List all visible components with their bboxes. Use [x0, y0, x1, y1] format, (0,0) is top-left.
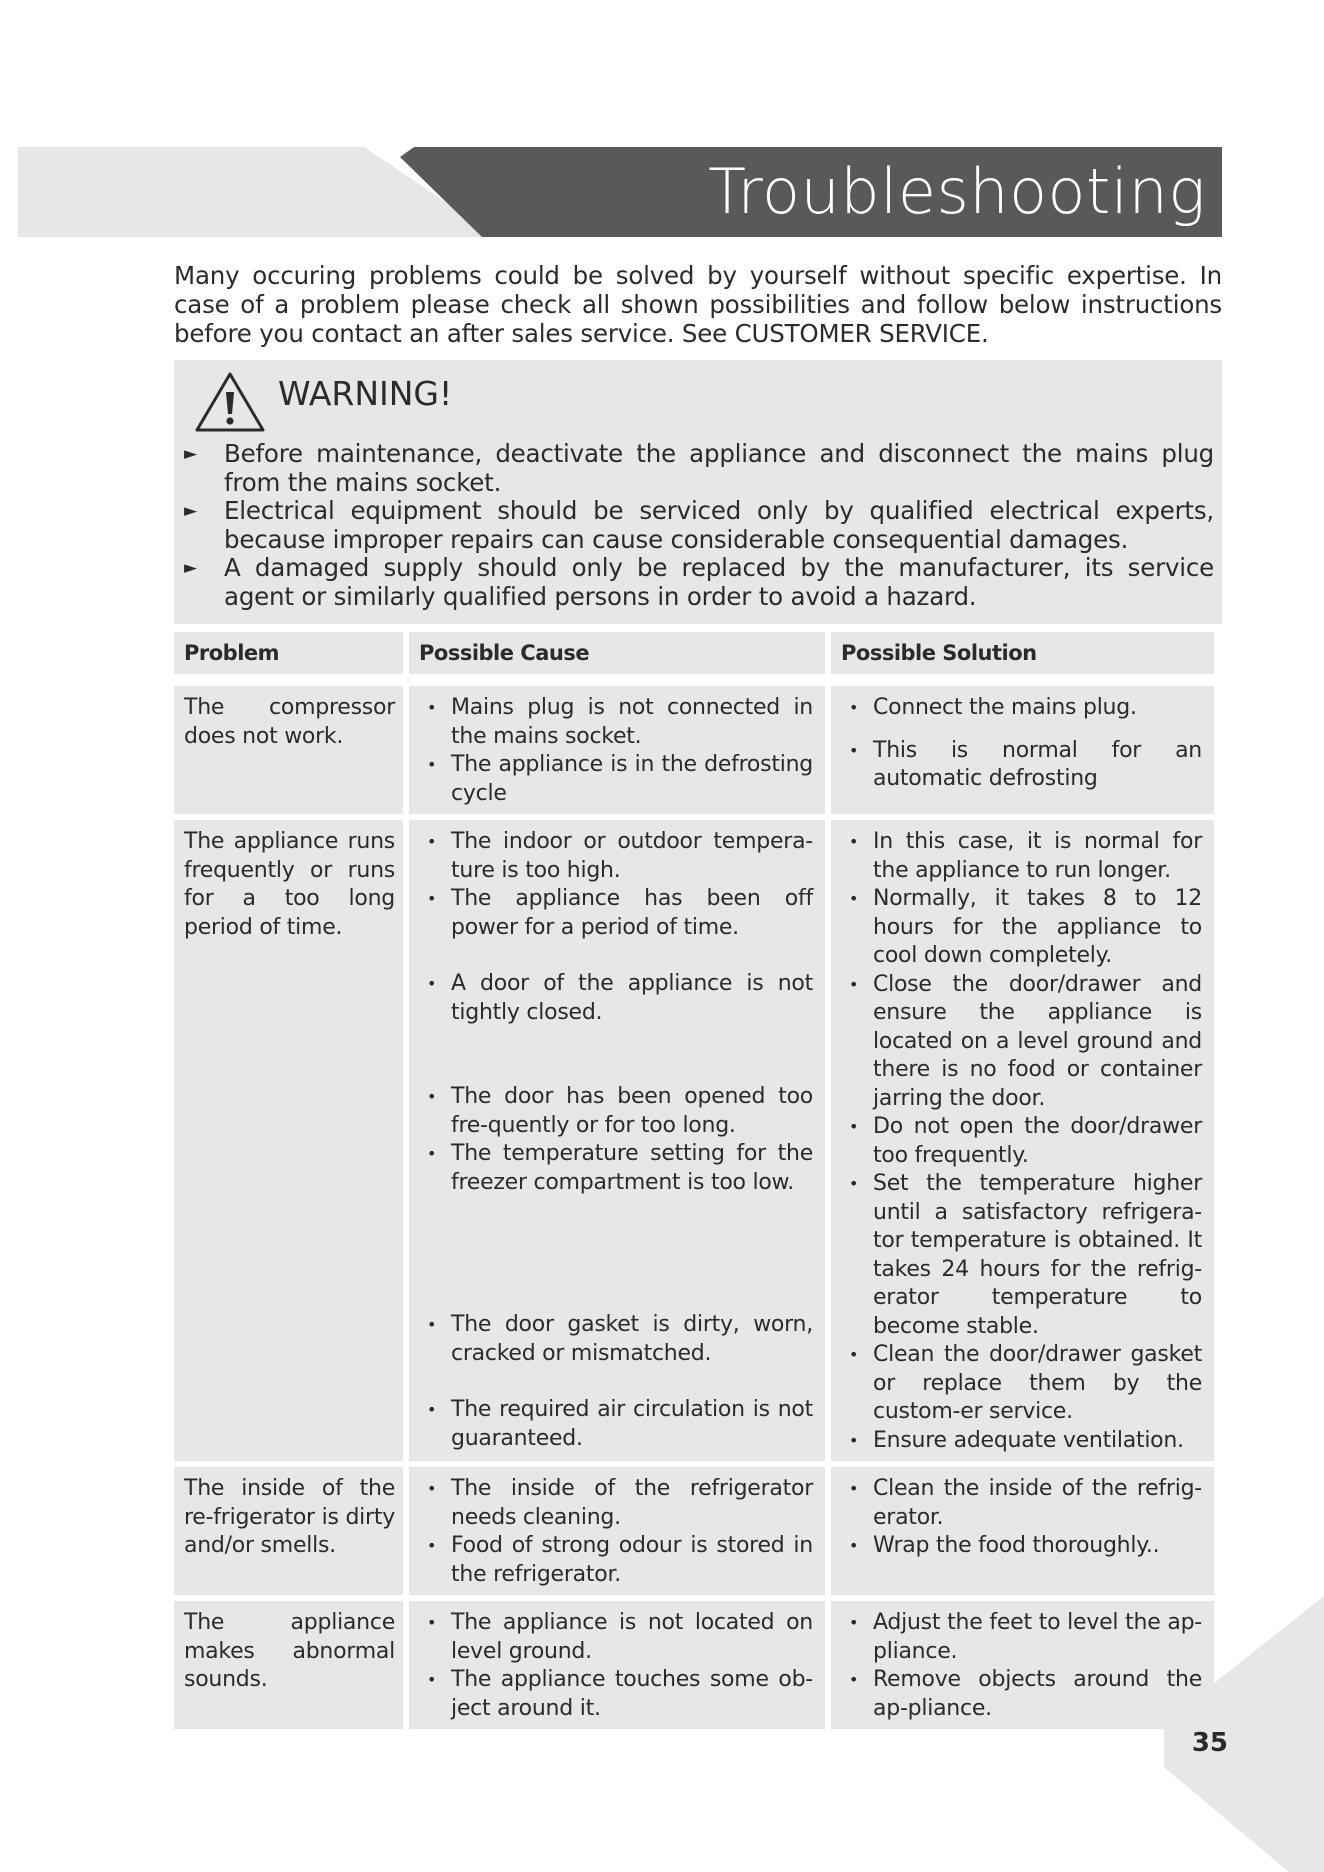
problem-cell: The inside of the re-frigerator is dirty and/or smells.	[174, 1467, 403, 1595]
list-item: • This is normal for an automatic defrosting	[841, 737, 1206, 794]
list-item: • The appliance is not located on level ground.	[419, 1609, 817, 1666]
warning-item: ► A damaged supply should only be replaced by the manufacturer, its service agent or similarly qualified persons in order to avoid a hazard.	[184, 553, 1214, 611]
list-item: • The appliance is in the defrosting cycle	[419, 751, 817, 808]
table-row	[174, 1467, 1214, 1595]
list-item: • Clean the door/drawer gasket or replace them by the custom-er service.	[841, 1341, 1206, 1427]
page-title: Troubleshooting	[708, 155, 1206, 228]
list-item: • Do not open the door/drawer too frequently.	[841, 1113, 1206, 1170]
list-item: • Normally, it takes 8 to 12 hours for the appliance to cool down completely.	[841, 885, 1206, 971]
problem-cell: The appliance runs frequently or runs for a too long period of time.	[174, 820, 403, 1461]
page-number: 35	[1191, 1728, 1228, 1758]
solution-cell	[831, 1467, 1214, 1595]
solution-cell	[831, 1601, 1214, 1729]
list-item: • The appliance touches some ob-ject around it.	[419, 1666, 817, 1723]
troubleshooting-table	[168, 626, 1220, 1735]
table-header-row	[174, 632, 1214, 674]
warning-list	[174, 440, 1222, 611]
list-item: • Mains plug is not connected in the mains socket.	[419, 694, 817, 751]
list-item: • Remove objects around the ap-pliance.	[841, 1666, 1206, 1723]
list-item: • The inside of the refrigerator needs cleaning.	[419, 1475, 817, 1532]
arrow-bullet-icon: ►	[184, 444, 197, 464]
problem-cell: The appliance makes abnormal sounds.	[174, 1601, 403, 1729]
list-item: • A door of the appliance is not tightly closed.	[419, 970, 817, 1027]
column-header-problem: Problem	[174, 632, 403, 674]
list-item: • Wrap the food thoroughly..	[841, 1532, 1206, 1561]
list-item: • Connect the mains plug.	[841, 694, 1206, 723]
table-row	[174, 1601, 1214, 1729]
column-header-solution: Possible Solution	[831, 632, 1214, 674]
list-item: • Ensure adequate ventilation.	[841, 1427, 1206, 1456]
warning-title: WARNING!	[278, 374, 453, 413]
cause-cell	[409, 1467, 825, 1595]
list-item: • The door gasket is dirty, worn, cracked or mismatched.	[419, 1311, 817, 1368]
list-item: • The required air circulation is not guaranteed.	[419, 1396, 817, 1453]
list-item: • Set the temperature higher until a satisfactory refrigera-tor temperature is obtained. It takes 24 hours for the refrig-erator temperature to become stable.	[841, 1170, 1206, 1341]
list-item: • Food of strong odour is stored in the refrigerator.	[419, 1532, 817, 1589]
list-item: • Close the door/drawer and ensure the appliance is located on a level ground and there is no food or container jarring the door.	[841, 971, 1206, 1114]
table-row	[174, 686, 1214, 814]
intro-paragraph: Many occuring problems could be solved by yourself without specific expertise. In case of a problem please check all shown possibilities and follow below instructions before you contact an after sales service. See CUSTOMER SERVICE.	[174, 261, 1222, 348]
list-item: • The temperature setting for the freezer compartment is too low.	[419, 1140, 817, 1197]
warning-triangle-icon	[194, 370, 266, 434]
solution-cell	[831, 820, 1214, 1461]
list-item: • The appliance has been off power for a period of time.	[419, 885, 817, 942]
arrow-bullet-icon: ►	[184, 558, 197, 578]
problem-cell: The compressor does not work.	[174, 686, 403, 814]
solution-cell	[831, 686, 1214, 814]
list-item: • Adjust the feet to level the ap-pliance.	[841, 1609, 1206, 1666]
table-row	[174, 820, 1214, 1461]
list-item: • Clean the inside of the refrig-erator.	[841, 1475, 1206, 1532]
column-header-cause: Possible Cause	[409, 632, 825, 674]
cause-cell	[409, 686, 825, 814]
cause-cell	[409, 1601, 825, 1729]
arrow-bullet-icon: ►	[184, 501, 197, 521]
list-item: • The door has been opened too fre-quently or for too long.	[419, 1083, 817, 1140]
warning-item: ► Electrical equipment should be serviced only by qualified electrical experts, because improper repairs can cause considerable consequential damages.	[184, 496, 1214, 554]
cause-cell	[409, 820, 825, 1461]
warning-box	[174, 360, 1222, 624]
list-item: • The indoor or outdoor tempera-ture is too high.	[419, 828, 817, 885]
list-item: • In this case, it is normal for the appliance to run longer.	[841, 828, 1206, 885]
warning-item: ► Before maintenance, deactivate the appliance and disconnect the mains plug from the mains socket.	[184, 439, 1214, 497]
